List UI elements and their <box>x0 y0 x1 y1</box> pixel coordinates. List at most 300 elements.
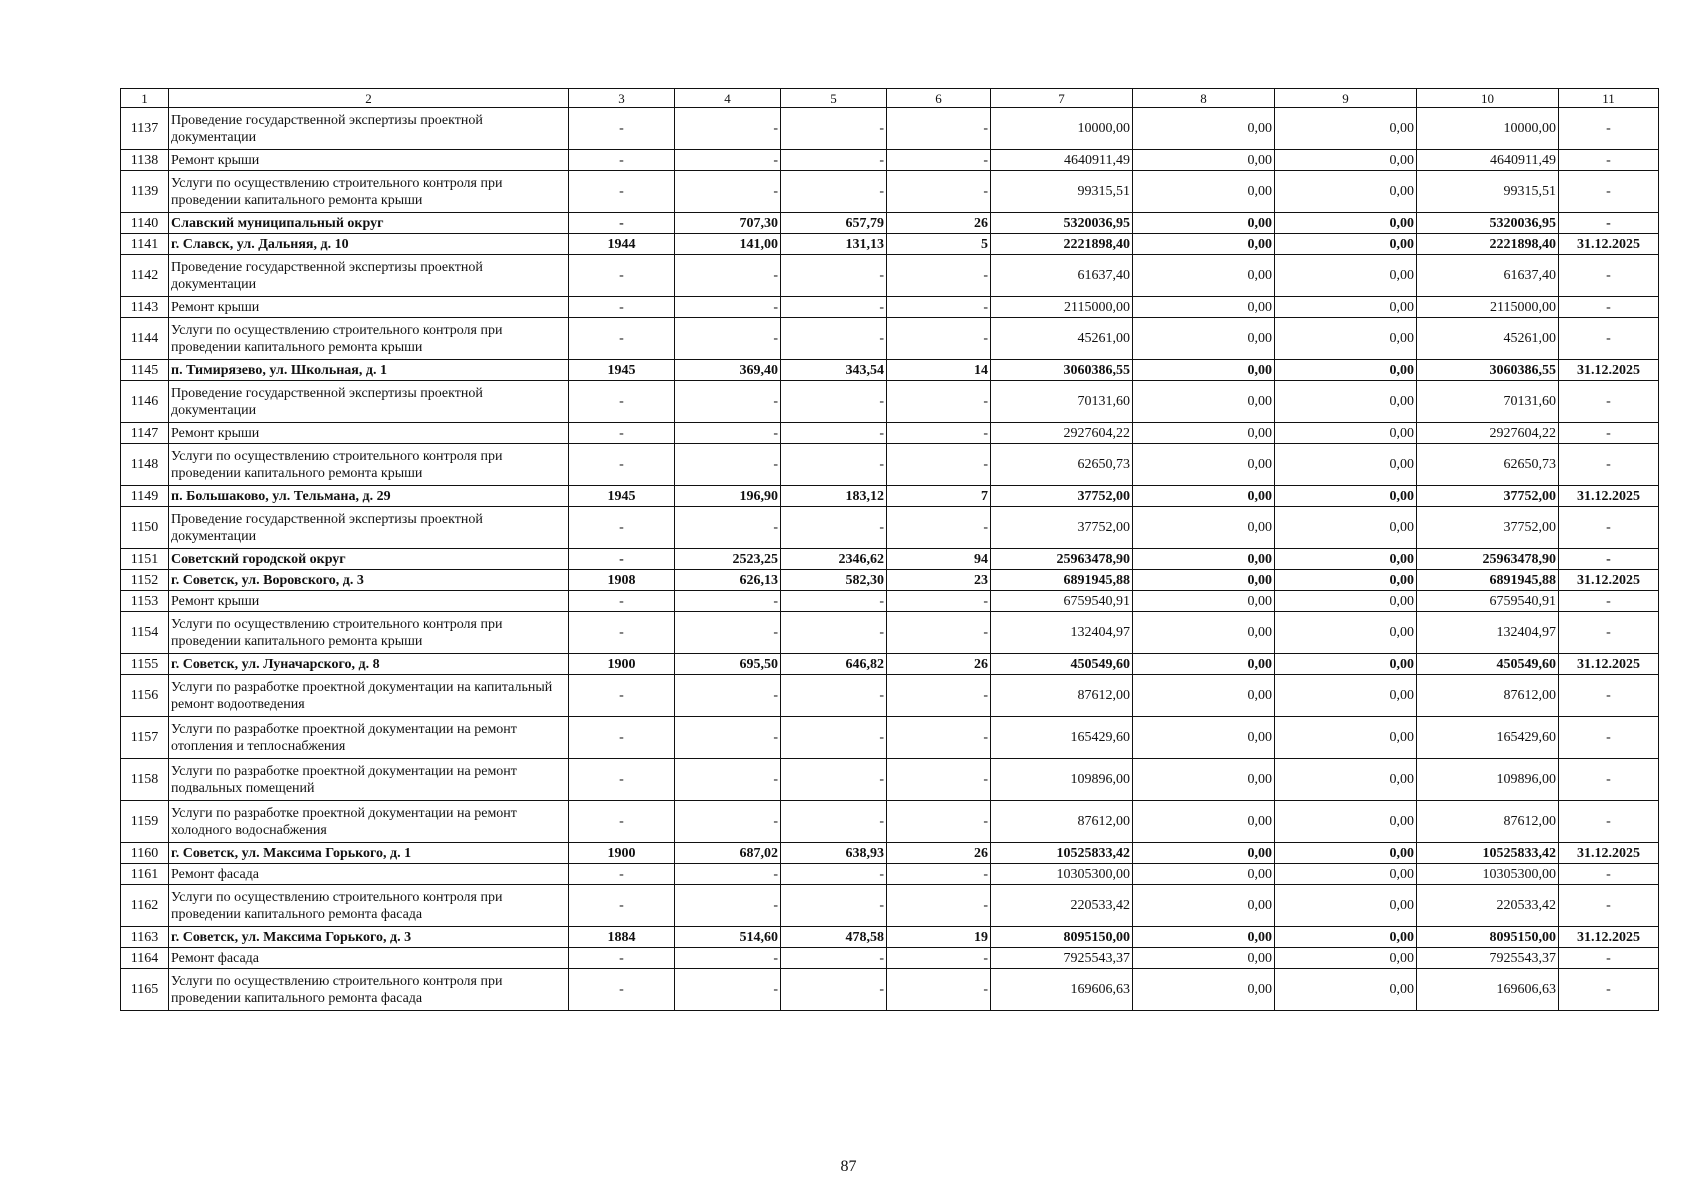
fund-federal-cell: 0,00 <box>1133 927 1275 948</box>
area-living-cell: - <box>781 255 887 297</box>
area-living-cell: - <box>781 297 887 318</box>
fund-regional-cell: 0,00 <box>1275 927 1417 948</box>
fund-regional-cell: 0,00 <box>1275 318 1417 360</box>
row-number-cell: 1165 <box>121 969 169 1011</box>
residents-cell: 14 <box>887 360 991 381</box>
area-living-cell: 582,30 <box>781 570 887 591</box>
fund-owners-cell: 10305300,00 <box>1417 864 1559 885</box>
cost-total-cell: 2927604,22 <box>991 423 1133 444</box>
fund-regional-cell: 0,00 <box>1275 213 1417 234</box>
data-table <box>120 88 1659 1011</box>
row-number-cell: 1139 <box>121 171 169 213</box>
residents-cell: - <box>887 318 991 360</box>
cost-total-cell: 109896,00 <box>991 759 1133 801</box>
table-row <box>121 444 1659 486</box>
area-living-cell: 478,58 <box>781 927 887 948</box>
item-name-cell: Услуги по разработке проектной документации на ремонт холодного водоснабжения <box>169 801 569 843</box>
residents-cell: - <box>887 297 991 318</box>
cost-total-cell: 62650,73 <box>991 444 1133 486</box>
area-living-cell: - <box>781 948 887 969</box>
deadline-cell: - <box>1559 612 1659 654</box>
table-row <box>121 108 1659 150</box>
item-name-cell: Проведение государственной экспертизы проектной документации <box>169 108 569 150</box>
fund-owners-cell: 2221898,40 <box>1417 234 1559 255</box>
year-cell: 1900 <box>569 843 675 864</box>
year-cell: - <box>569 381 675 423</box>
item-name-cell: п. Тимирязево, ул. Школьная, д. 1 <box>169 360 569 381</box>
cost-total-cell: 37752,00 <box>991 507 1133 549</box>
row-number-cell: 1140 <box>121 213 169 234</box>
area-total-cell: - <box>675 108 781 150</box>
residents-cell: - <box>887 171 991 213</box>
area-total-cell: - <box>675 717 781 759</box>
table-row <box>121 423 1659 444</box>
residents-cell: 26 <box>887 213 991 234</box>
fund-regional-cell: 0,00 <box>1275 486 1417 507</box>
fund-regional-cell: 0,00 <box>1275 507 1417 549</box>
fund-owners-cell: 169606,63 <box>1417 969 1559 1011</box>
year-cell: - <box>569 255 675 297</box>
area-living-cell: - <box>781 612 887 654</box>
item-name-cell: Проведение государственной экспертизы проектной документации <box>169 381 569 423</box>
table-body <box>121 89 1659 1011</box>
row-number-cell: 1164 <box>121 948 169 969</box>
deadline-cell: - <box>1559 255 1659 297</box>
residents-cell: 19 <box>887 927 991 948</box>
deadline-cell: - <box>1559 549 1659 570</box>
table-row <box>121 717 1659 759</box>
fund-federal-cell: 0,00 <box>1133 234 1275 255</box>
row-number-cell: 1160 <box>121 843 169 864</box>
fund-owners-cell: 25963478,90 <box>1417 549 1559 570</box>
deadline-cell: - <box>1559 171 1659 213</box>
cost-total-cell: 4640911,49 <box>991 150 1133 171</box>
table-row <box>121 843 1659 864</box>
year-cell: - <box>569 423 675 444</box>
column-number-header: 11 <box>1559 89 1659 108</box>
year-cell: - <box>569 948 675 969</box>
area-total-cell: - <box>675 612 781 654</box>
fund-owners-cell: 62650,73 <box>1417 444 1559 486</box>
row-number-cell: 1146 <box>121 381 169 423</box>
deadline-cell: - <box>1559 444 1659 486</box>
area-living-cell: - <box>781 864 887 885</box>
fund-federal-cell: 0,00 <box>1133 570 1275 591</box>
table-row <box>121 654 1659 675</box>
table-row <box>121 612 1659 654</box>
fund-regional-cell: 0,00 <box>1275 885 1417 927</box>
row-number-cell: 1163 <box>121 927 169 948</box>
area-living-cell: - <box>781 675 887 717</box>
deadline-cell: - <box>1559 759 1659 801</box>
column-number-header: 9 <box>1275 89 1417 108</box>
cost-total-cell: 169606,63 <box>991 969 1133 1011</box>
item-name-cell: Услуги по осуществлению строительного контроля при проведении капитального ремонта крыши <box>169 171 569 213</box>
area-living-cell: 646,82 <box>781 654 887 675</box>
fund-regional-cell: 0,00 <box>1275 297 1417 318</box>
cost-total-cell: 132404,97 <box>991 612 1133 654</box>
cost-total-cell: 10000,00 <box>991 108 1133 150</box>
area-living-cell: - <box>781 318 887 360</box>
fund-regional-cell: 0,00 <box>1275 570 1417 591</box>
fund-regional-cell: 0,00 <box>1275 801 1417 843</box>
residents-cell: - <box>887 885 991 927</box>
deadline-cell: 31.12.2025 <box>1559 486 1659 507</box>
fund-federal-cell: 0,00 <box>1133 108 1275 150</box>
deadline-cell: - <box>1559 507 1659 549</box>
fund-regional-cell: 0,00 <box>1275 360 1417 381</box>
area-total-cell: - <box>675 864 781 885</box>
cost-total-cell: 6891945,88 <box>991 570 1133 591</box>
deadline-cell: - <box>1559 150 1659 171</box>
residents-cell: 94 <box>887 549 991 570</box>
fund-federal-cell: 0,00 <box>1133 255 1275 297</box>
area-total-cell: 687,02 <box>675 843 781 864</box>
fund-owners-cell: 37752,00 <box>1417 507 1559 549</box>
area-living-cell: - <box>781 150 887 171</box>
fund-regional-cell: 0,00 <box>1275 675 1417 717</box>
table-row <box>121 885 1659 927</box>
deadline-cell: 31.12.2025 <box>1559 927 1659 948</box>
cost-total-cell: 5320036,95 <box>991 213 1133 234</box>
area-total-cell: 141,00 <box>675 234 781 255</box>
cost-total-cell: 8095150,00 <box>991 927 1133 948</box>
deadline-cell: - <box>1559 948 1659 969</box>
fund-federal-cell: 0,00 <box>1133 150 1275 171</box>
fund-federal-cell: 0,00 <box>1133 360 1275 381</box>
table-row <box>121 360 1659 381</box>
table-row <box>121 591 1659 612</box>
cost-total-cell: 37752,00 <box>991 486 1133 507</box>
deadline-cell: - <box>1559 423 1659 444</box>
area-total-cell: - <box>675 150 781 171</box>
row-number-cell: 1153 <box>121 591 169 612</box>
fund-regional-cell: 0,00 <box>1275 948 1417 969</box>
deadline-cell: - <box>1559 801 1659 843</box>
deadline-cell: - <box>1559 381 1659 423</box>
fund-federal-cell: 0,00 <box>1133 549 1275 570</box>
year-cell: - <box>569 675 675 717</box>
year-cell: 1945 <box>569 360 675 381</box>
residents-cell: - <box>887 591 991 612</box>
residents-cell: - <box>887 381 991 423</box>
area-total-cell: 695,50 <box>675 654 781 675</box>
row-number-cell: 1158 <box>121 759 169 801</box>
item-name-cell: Услуги по осуществлению строительного контроля при проведении капитального ремонта крыши <box>169 612 569 654</box>
row-number-cell: 1161 <box>121 864 169 885</box>
fund-federal-cell: 0,00 <box>1133 486 1275 507</box>
area-total-cell: - <box>675 297 781 318</box>
fund-regional-cell: 0,00 <box>1275 423 1417 444</box>
deadline-cell: 31.12.2025 <box>1559 234 1659 255</box>
fund-federal-cell: 0,00 <box>1133 759 1275 801</box>
deadline-cell: - <box>1559 717 1659 759</box>
cost-total-cell: 165429,60 <box>991 717 1133 759</box>
column-number-header: 10 <box>1417 89 1559 108</box>
fund-owners-cell: 3060386,55 <box>1417 360 1559 381</box>
cost-total-cell: 61637,40 <box>991 255 1133 297</box>
fund-owners-cell: 4640911,49 <box>1417 150 1559 171</box>
fund-federal-cell: 0,00 <box>1133 297 1275 318</box>
item-name-cell: г. Советск, ул. Максима Горького, д. 1 <box>169 843 569 864</box>
fund-federal-cell: 0,00 <box>1133 381 1275 423</box>
area-total-cell: - <box>675 507 781 549</box>
residents-cell: - <box>887 444 991 486</box>
column-number-header: 7 <box>991 89 1133 108</box>
fund-regional-cell: 0,00 <box>1275 108 1417 150</box>
column-number-header: 2 <box>169 89 569 108</box>
fund-federal-cell: 0,00 <box>1133 717 1275 759</box>
item-name-cell: г. Советск, ул. Максима Горького, д. 3 <box>169 927 569 948</box>
year-cell: - <box>569 759 675 801</box>
deadline-cell: - <box>1559 969 1659 1011</box>
year-cell: 1884 <box>569 927 675 948</box>
table-row <box>121 570 1659 591</box>
fund-federal-cell: 0,00 <box>1133 171 1275 213</box>
fund-owners-cell: 61637,40 <box>1417 255 1559 297</box>
area-total-cell: - <box>675 423 781 444</box>
item-name-cell: Услуги по осуществлению строительного контроля при проведении капитального ремонта фасада <box>169 969 569 1011</box>
area-living-cell: - <box>781 381 887 423</box>
area-living-cell: 131,13 <box>781 234 887 255</box>
fund-federal-cell: 0,00 <box>1133 864 1275 885</box>
fund-owners-cell: 10525833,42 <box>1417 843 1559 864</box>
item-name-cell: Услуги по осуществлению строительного контроля при проведении капитального ремонта крыши <box>169 318 569 360</box>
area-living-cell: - <box>781 591 887 612</box>
area-living-cell: - <box>781 969 887 1011</box>
fund-federal-cell: 0,00 <box>1133 612 1275 654</box>
table-row <box>121 150 1659 171</box>
area-living-cell: 657,79 <box>781 213 887 234</box>
fund-owners-cell: 165429,60 <box>1417 717 1559 759</box>
deadline-cell: - <box>1559 108 1659 150</box>
item-name-cell: п. Большаково, ул. Тельмана, д. 29 <box>169 486 569 507</box>
row-number-cell: 1144 <box>121 318 169 360</box>
fund-regional-cell: 0,00 <box>1275 843 1417 864</box>
fund-owners-cell: 220533,42 <box>1417 885 1559 927</box>
area-living-cell: - <box>781 759 887 801</box>
item-name-cell: Ремонт фасада <box>169 948 569 969</box>
year-cell: - <box>569 444 675 486</box>
area-total-cell: 196,90 <box>675 486 781 507</box>
column-number-header: 1 <box>121 89 169 108</box>
area-total-cell: - <box>675 591 781 612</box>
deadline-cell: - <box>1559 864 1659 885</box>
cost-total-cell: 10525833,42 <box>991 843 1133 864</box>
area-total-cell: - <box>675 948 781 969</box>
column-number-header: 8 <box>1133 89 1275 108</box>
table-row <box>121 486 1659 507</box>
fund-federal-cell: 0,00 <box>1133 318 1275 360</box>
fund-regional-cell: 0,00 <box>1275 171 1417 213</box>
fund-regional-cell: 0,00 <box>1275 864 1417 885</box>
cost-total-cell: 2115000,00 <box>991 297 1133 318</box>
area-total-cell: - <box>675 801 781 843</box>
item-name-cell: Ремонт крыши <box>169 297 569 318</box>
year-cell: 1908 <box>569 570 675 591</box>
year-cell: - <box>569 549 675 570</box>
cost-total-cell: 87612,00 <box>991 675 1133 717</box>
area-living-cell: 183,12 <box>781 486 887 507</box>
fund-federal-cell: 0,00 <box>1133 885 1275 927</box>
residents-cell: - <box>887 612 991 654</box>
row-number-cell: 1138 <box>121 150 169 171</box>
residents-cell: - <box>887 801 991 843</box>
fund-owners-cell: 10000,00 <box>1417 108 1559 150</box>
area-living-cell: - <box>781 108 887 150</box>
year-cell: - <box>569 297 675 318</box>
year-cell: 1900 <box>569 654 675 675</box>
year-cell: - <box>569 318 675 360</box>
fund-federal-cell: 0,00 <box>1133 507 1275 549</box>
fund-owners-cell: 87612,00 <box>1417 801 1559 843</box>
area-total-cell: - <box>675 318 781 360</box>
table-row <box>121 507 1659 549</box>
year-cell: - <box>569 591 675 612</box>
area-living-cell: - <box>781 801 887 843</box>
area-total-cell: 514,60 <box>675 927 781 948</box>
fund-owners-cell: 2115000,00 <box>1417 297 1559 318</box>
item-name-cell: Проведение государственной экспертизы проектной документации <box>169 255 569 297</box>
residents-cell: - <box>887 150 991 171</box>
item-name-cell: г. Советск, ул. Воровского, д. 3 <box>169 570 569 591</box>
residents-cell: - <box>887 969 991 1011</box>
residents-cell: 23 <box>887 570 991 591</box>
fund-regional-cell: 0,00 <box>1275 759 1417 801</box>
cost-total-cell: 99315,51 <box>991 171 1133 213</box>
row-number-cell: 1147 <box>121 423 169 444</box>
deadline-cell: - <box>1559 675 1659 717</box>
item-name-cell: Услуги по разработке проектной документации на ремонт подвальных помещений <box>169 759 569 801</box>
fund-federal-cell: 0,00 <box>1133 675 1275 717</box>
fund-owners-cell: 70131,60 <box>1417 381 1559 423</box>
row-number-cell: 1141 <box>121 234 169 255</box>
deadline-cell: 31.12.2025 <box>1559 360 1659 381</box>
row-number-cell: 1145 <box>121 360 169 381</box>
year-cell: - <box>569 717 675 759</box>
table-row <box>121 927 1659 948</box>
fund-owners-cell: 132404,97 <box>1417 612 1559 654</box>
residents-cell: - <box>887 675 991 717</box>
area-total-cell: 369,40 <box>675 360 781 381</box>
residents-cell: 26 <box>887 654 991 675</box>
item-name-cell: Услуги по осуществлению строительного контроля при проведении капитального ремонта крыши <box>169 444 569 486</box>
year-cell: - <box>569 171 675 213</box>
area-total-cell: - <box>675 759 781 801</box>
row-number-cell: 1148 <box>121 444 169 486</box>
fund-owners-cell: 5320036,95 <box>1417 213 1559 234</box>
area-total-cell: 626,13 <box>675 570 781 591</box>
fund-owners-cell: 37752,00 <box>1417 486 1559 507</box>
fund-federal-cell: 0,00 <box>1133 843 1275 864</box>
fund-owners-cell: 45261,00 <box>1417 318 1559 360</box>
residents-cell: - <box>887 423 991 444</box>
column-number-header: 3 <box>569 89 675 108</box>
table-row <box>121 759 1659 801</box>
year-cell: 1944 <box>569 234 675 255</box>
table-row <box>121 801 1659 843</box>
year-cell: - <box>569 612 675 654</box>
area-total-cell: - <box>675 171 781 213</box>
row-number-cell: 1149 <box>121 486 169 507</box>
area-total-cell: 707,30 <box>675 213 781 234</box>
area-living-cell: - <box>781 423 887 444</box>
column-number-header-row <box>121 89 1659 108</box>
fund-owners-cell: 87612,00 <box>1417 675 1559 717</box>
residents-cell: - <box>887 717 991 759</box>
cost-total-cell: 87612,00 <box>991 801 1133 843</box>
table-row <box>121 969 1659 1011</box>
item-name-cell: Проведение государственной экспертизы проектной документации <box>169 507 569 549</box>
row-number-cell: 1142 <box>121 255 169 297</box>
fund-federal-cell: 0,00 <box>1133 654 1275 675</box>
deadline-cell: - <box>1559 885 1659 927</box>
deadline-cell: 31.12.2025 <box>1559 843 1659 864</box>
area-living-cell: 2346,62 <box>781 549 887 570</box>
table-row <box>121 213 1659 234</box>
fund-regional-cell: 0,00 <box>1275 717 1417 759</box>
fund-regional-cell: 0,00 <box>1275 549 1417 570</box>
item-name-cell: Услуги по разработке проектной документации на капитальный ремонт водоотведения <box>169 675 569 717</box>
cost-total-cell: 3060386,55 <box>991 360 1133 381</box>
year-cell: - <box>569 864 675 885</box>
fund-owners-cell: 6759540,91 <box>1417 591 1559 612</box>
column-number-header: 5 <box>781 89 887 108</box>
item-name-cell: Ремонт крыши <box>169 150 569 171</box>
cost-total-cell: 2221898,40 <box>991 234 1133 255</box>
fund-owners-cell: 6891945,88 <box>1417 570 1559 591</box>
fund-owners-cell: 450549,60 <box>1417 654 1559 675</box>
fund-federal-cell: 0,00 <box>1133 801 1275 843</box>
year-cell: - <box>569 801 675 843</box>
deadline-cell: - <box>1559 591 1659 612</box>
area-total-cell: - <box>675 444 781 486</box>
table-row <box>121 297 1659 318</box>
year-cell: - <box>569 108 675 150</box>
row-number-cell: 1137 <box>121 108 169 150</box>
column-number-header: 4 <box>675 89 781 108</box>
deadline-cell: 31.12.2025 <box>1559 654 1659 675</box>
column-number-header: 6 <box>887 89 991 108</box>
cost-total-cell: 6759540,91 <box>991 591 1133 612</box>
fund-federal-cell: 0,00 <box>1133 969 1275 1011</box>
fund-federal-cell: 0,00 <box>1133 948 1275 969</box>
fund-federal-cell: 0,00 <box>1133 444 1275 486</box>
area-total-cell: - <box>675 381 781 423</box>
residents-cell: 7 <box>887 486 991 507</box>
deadline-cell: - <box>1559 318 1659 360</box>
residents-cell: 5 <box>887 234 991 255</box>
fund-regional-cell: 0,00 <box>1275 612 1417 654</box>
fund-owners-cell: 7925543,37 <box>1417 948 1559 969</box>
item-name-cell: Услуги по разработке проектной документации на ремонт отопления и теплоснабжения <box>169 717 569 759</box>
row-number-cell: 1150 <box>121 507 169 549</box>
area-living-cell: - <box>781 717 887 759</box>
row-number-cell: 1154 <box>121 612 169 654</box>
area-total-cell: - <box>675 675 781 717</box>
area-living-cell: - <box>781 507 887 549</box>
area-total-cell: - <box>675 255 781 297</box>
table-row <box>121 171 1659 213</box>
area-total-cell: 2523,25 <box>675 549 781 570</box>
fund-regional-cell: 0,00 <box>1275 234 1417 255</box>
residents-cell: 26 <box>887 843 991 864</box>
row-number-cell: 1152 <box>121 570 169 591</box>
residents-cell: - <box>887 864 991 885</box>
item-name-cell: Советский городской округ <box>169 549 569 570</box>
residents-cell: - <box>887 108 991 150</box>
fund-owners-cell: 2927604,22 <box>1417 423 1559 444</box>
